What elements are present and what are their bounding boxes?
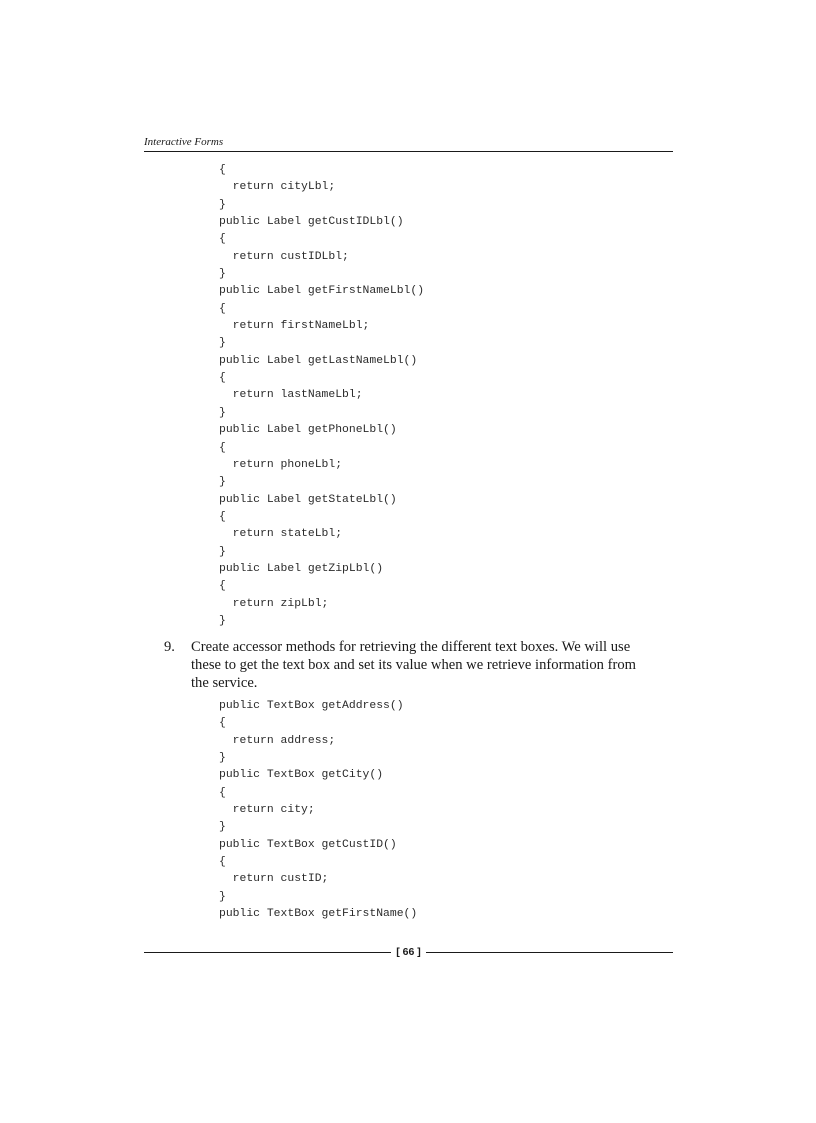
code-line: return stateLbl; bbox=[219, 528, 343, 541]
code-line: public Label getPhoneLbl() bbox=[219, 424, 397, 437]
page-footer bbox=[144, 944, 673, 960]
step-text-line: the service. bbox=[191, 675, 258, 691]
code-line: return phoneLbl; bbox=[219, 458, 343, 471]
code-line: } bbox=[219, 821, 226, 834]
code-line: return cityLbl; bbox=[219, 181, 336, 194]
code-line: public Label getZipLbl() bbox=[219, 562, 384, 575]
code-line: } bbox=[219, 545, 226, 558]
code-line: } bbox=[219, 752, 226, 765]
footer-rule-left bbox=[144, 952, 391, 953]
code-line: public TextBox getAddress() bbox=[219, 700, 404, 712]
code-line: public TextBox getCustID() bbox=[219, 838, 397, 851]
code-line: return custIDLbl; bbox=[219, 250, 349, 263]
code-line: { bbox=[219, 372, 226, 385]
code-line: { bbox=[219, 164, 226, 176]
code-line: { bbox=[219, 786, 226, 799]
code-block-textbox-accessors bbox=[219, 698, 417, 923]
code-line: { bbox=[219, 302, 226, 315]
code-line: { bbox=[219, 717, 226, 730]
code-line: public Label getCustIDLbl() bbox=[219, 216, 404, 229]
code-line: } bbox=[219, 198, 226, 211]
code-line: return zipLbl; bbox=[219, 597, 329, 610]
code-line: } bbox=[219, 614, 226, 627]
step-text-line: Create accessor methods for retrieving the different text boxes. We will use bbox=[191, 639, 631, 655]
code-line: { bbox=[219, 233, 226, 246]
code-line: return address; bbox=[219, 734, 336, 747]
code-line: } bbox=[219, 337, 226, 350]
code-line: { bbox=[219, 510, 226, 523]
code-line: } bbox=[219, 476, 226, 489]
code-line: return lastNameLbl; bbox=[219, 389, 363, 402]
footer-rule-right bbox=[426, 952, 673, 953]
step-text bbox=[191, 638, 671, 692]
code-line: public Label getFirstNameLbl() bbox=[219, 285, 425, 298]
page-number: [ 66 ] bbox=[396, 946, 421, 958]
running-header: Interactive Forms bbox=[144, 136, 224, 148]
code-line: return custID; bbox=[219, 873, 329, 886]
code-line: return firstNameLbl; bbox=[219, 320, 370, 333]
code-line: public Label getLastNameLbl() bbox=[219, 354, 418, 367]
code-line: return city; bbox=[219, 804, 315, 817]
step-text-line: these to get the text box and set its value when we retrieve information from bbox=[191, 657, 636, 673]
code-line: public TextBox getCity() bbox=[219, 769, 384, 782]
header-rule bbox=[144, 151, 673, 152]
code-line: public TextBox getFirstName() bbox=[219, 908, 418, 921]
code-block-label-accessors bbox=[219, 162, 424, 630]
code-line: { bbox=[219, 580, 226, 593]
code-line: } bbox=[219, 890, 226, 903]
code-line: public Label getStateLbl() bbox=[219, 493, 397, 506]
code-line: { bbox=[219, 441, 226, 454]
code-line: { bbox=[219, 856, 226, 869]
code-line: } bbox=[219, 406, 226, 419]
code-line: } bbox=[219, 268, 226, 281]
step-number: 9. bbox=[164, 639, 175, 655]
